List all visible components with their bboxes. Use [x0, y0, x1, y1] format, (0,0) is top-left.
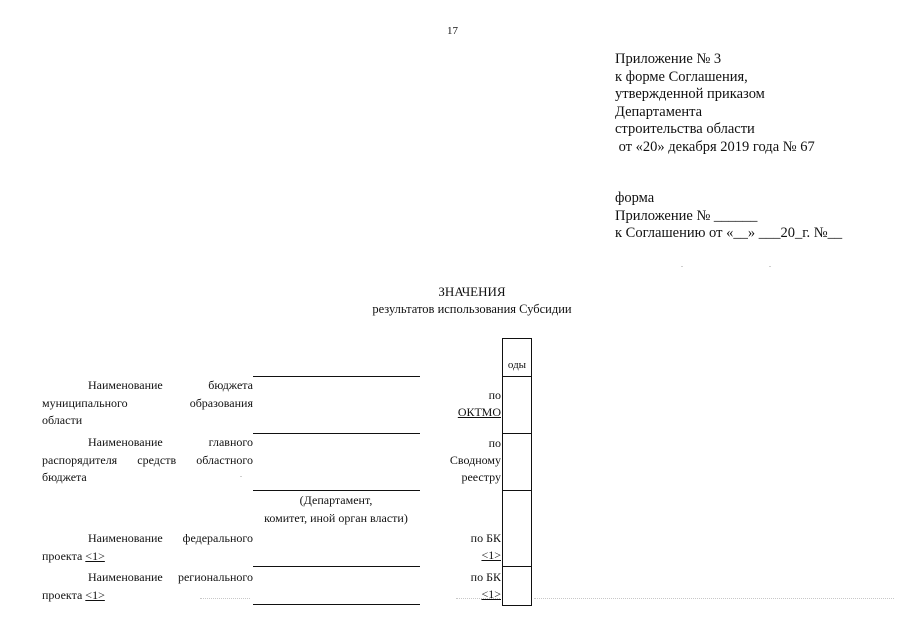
federal-project-line[interactable]	[253, 566, 420, 567]
appendix-line: от «20» декабря 2019 года № 67	[615, 138, 815, 155]
form-appendix-line: Приложение № ______	[615, 207, 758, 224]
bk-label-regional: по БК <1>	[470, 570, 501, 601]
document-title: ЗНАЧЕНИЯ	[438, 284, 506, 299]
chief-administrator-label: Наименование главного распорядителя средств областного бюджета	[42, 435, 253, 484]
appendix-line: к форме Соглашения,	[615, 68, 748, 85]
scan-artifact	[534, 598, 894, 599]
form-label: форма	[615, 190, 655, 206]
regional-project-line[interactable]	[253, 604, 420, 605]
federal-project-label: Наименование федерального проекта <1>	[42, 531, 253, 563]
codes-header: оды	[507, 359, 527, 371]
oktmo-code-cell[interactable]	[503, 377, 531, 432]
scan-speck	[769, 266, 771, 267]
scan-speck	[681, 266, 683, 267]
document-subtitle: результатов использования Субсидии	[372, 302, 572, 316]
appendix-line: Приложение № 3	[615, 51, 722, 67]
appendix-header	[615, 51, 815, 156]
page-number: 17	[447, 25, 458, 37]
registry-label: по Сводному реестру	[449, 436, 501, 484]
municipal-budget-line[interactable]	[253, 376, 420, 377]
department-caption: (Департамент, комитет, иной орган власти)	[264, 493, 408, 525]
form-agreement-line: к Соглашению от «__» ___20_г. №__	[615, 225, 843, 241]
oktmo-label: по ОКТМО	[457, 388, 501, 419]
regional-project-label: Наименование регионального проекта <1>	[42, 570, 253, 602]
scan-speck	[240, 476, 242, 477]
chief-administrator-line-top[interactable]	[253, 433, 420, 434]
bk-label-federal: по БК <1>	[470, 531, 501, 562]
footnote-ref[interactable]: <1>	[85, 548, 105, 563]
form-block	[615, 190, 842, 243]
appendix-line: Департамента	[615, 103, 703, 120]
appendix-line: строительства области	[615, 121, 755, 137]
registry-code-cell[interactable]	[503, 434, 531, 489]
footnote-ref[interactable]: <1>	[85, 587, 105, 602]
municipal-budget-label: Наименование бюджета муниципального образования области	[42, 378, 253, 427]
scan-artifact	[456, 598, 500, 599]
bk-regional-code-cell[interactable]	[503, 567, 531, 605]
scan-artifact	[200, 598, 250, 599]
bk-federal-code-cell[interactable]	[503, 491, 531, 565]
appendix-line: утвержденной приказом	[615, 86, 765, 102]
